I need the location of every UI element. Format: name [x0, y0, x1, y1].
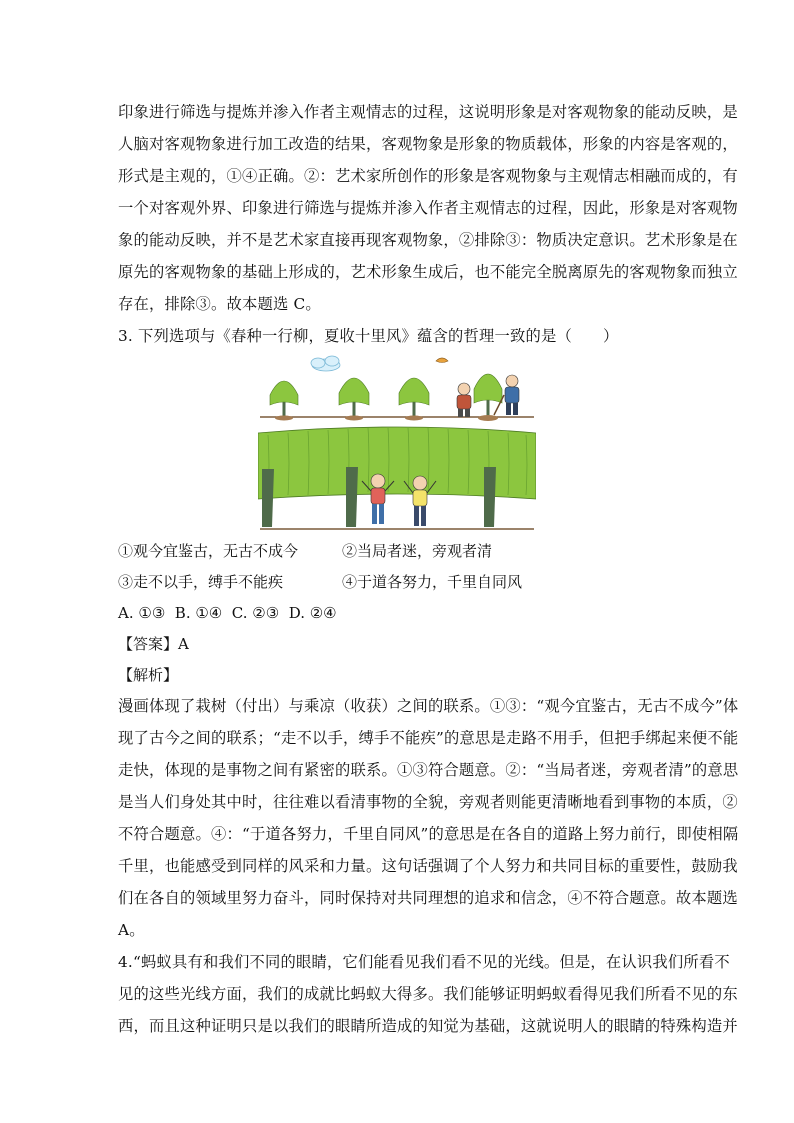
question-4-line: 4.“蚂蚁具有和我们不同的眼睛，它们能看见我们看不见的光线。但是，在认识我们所看不	[118, 953, 730, 971]
paragraph-line: 存在，排除③。故本题选 C。	[118, 295, 321, 313]
answer-label: 【答案】A	[118, 635, 189, 653]
paragraph-line: 一个对客观外界、印象进行筛选与提炼并渗入作者主观情志的过程，因此，形象是对客观物	[118, 199, 738, 217]
analysis-line: 漫画体现了栽树（付出）与乘凉（收获）之间的联系。①③：“观今宜鉴古，无古不成今”体	[118, 697, 739, 715]
analysis-line: 是当人们身处其中时，往往难以看清事物的全貌，旁观者则能更清晰地看到事物的本质，②	[118, 793, 738, 811]
analysis-line: 千里，也能感受到同样的风采和力量。这句话强调了个人努力和共同目标的重要性，鼓励我	[118, 857, 738, 875]
analysis-line: 不符合题意。④：“于道各努力，千里自同风”的意思是在各自的道路上努力前行，即使相隔	[118, 825, 739, 843]
paragraph-line: 人脑对客观物象进行加工改造的结果，客观物象是形象的物质载体，形象的内容是客观的，	[118, 135, 738, 153]
question-4-line: 见的这些光线方面，我们的成就比蚂蚁大得多。我们能够证明蚂蚁看得见我们所看不见的东	[118, 985, 738, 1003]
answer-choices: A. ①③ B. ①④ C. ②③ D. ②④	[118, 604, 337, 622]
option-3: ③走不以手，缚手不能疾	[118, 573, 284, 591]
analysis-line: 现了古今之间的联系；“走不以手，缚手不能疾”的意思是走路不用手，但把手绑起来便不能	[118, 729, 739, 747]
question-3-stem: 3. 下列选项与《春种一行柳，夏收十里风》蕴含的哲理一致的是（ ）	[118, 327, 619, 345]
paragraph-line: 印象进行筛选与提炼并渗入作者主观情志的过程，这说明形象是对客观物象的能动反映，是	[118, 103, 738, 121]
paragraph-line: 形式是主观的，①④正确。②：艺术家所创作的形象是客观物象与主观情志相融而成的，有	[118, 167, 738, 185]
analysis-line: 走快，体现的是事物之间有紧密的联系。①③符合题意。②：“当局者迷，旁观者清”的意思	[118, 761, 739, 779]
analysis-label: 【解析】	[118, 666, 179, 684]
analysis-line: A。	[118, 921, 145, 939]
option-1: ①观今宜鉴古，无古不成今	[118, 542, 299, 560]
cartoon-illustration	[258, 349, 536, 531]
question-4-line: 西，而且这种证明只是以我们的眼睛所造成的知觉为基础，这就说明人的眼睛的特殊构造并	[118, 1017, 738, 1035]
paragraph-line: 象的能动反映，并不是艺术家直接再现客观物象，②排除③：物质决定意识。艺术形象是在	[118, 231, 738, 249]
option-2: ②当局者迷，旁观者清	[342, 542, 493, 560]
analysis-line: 们在各自的领域里努力奋斗，同时保持对共同理想的追求和信念，④不符合题意。故本题选	[118, 889, 738, 907]
paragraph-line: 原先的客观物象的基础上形成的，艺术形象生成后，也不能完全脱离原先的客观物象而独立	[118, 263, 738, 281]
option-4: ④于道各努力，千里自同风	[342, 573, 523, 591]
